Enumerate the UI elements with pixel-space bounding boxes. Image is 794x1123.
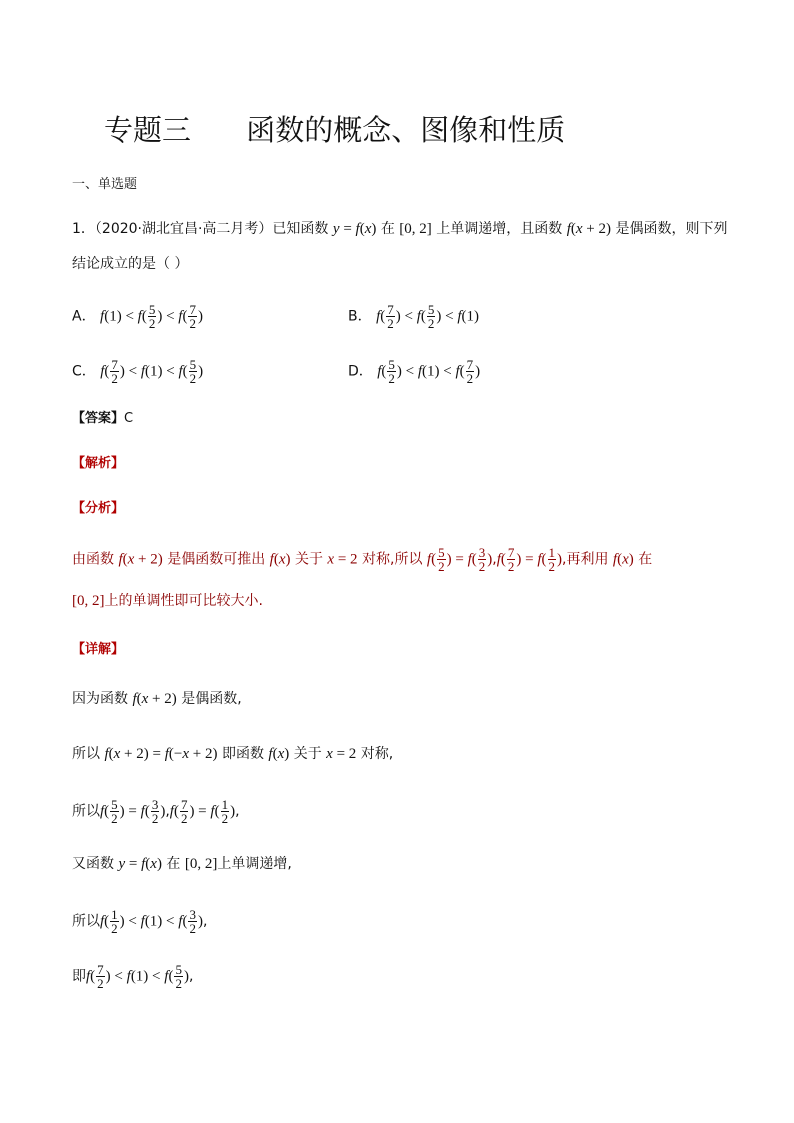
detail-line1: 因为函数 f(x + 2) 是偶函数,	[72, 691, 242, 707]
fenxi-tag: 【分析】	[72, 501, 125, 516]
question-stem-line2: 结论成立的是（ ）	[72, 256, 189, 272]
option-d[interactable]: D． f( $\frac{5}{2}$ ) < f(1) < f( $\frac{7}{2}$ )	[348, 357, 481, 386]
analysis-tag: 【解析】	[72, 456, 125, 471]
option-b[interactable]: B． f( $\frac{7}{2}$ ) < f( $\frac{5}{2}$ ) < f(1)	[348, 302, 480, 331]
page-title: 专题三 函数的概念、图像和性质	[104, 113, 566, 147]
fenxi-line2: [0, 2]上的单调性即可比较大小.	[72, 593, 263, 609]
detail-line3: 所以f( $\frac{5}{2}$ ) = f( $\frac{3}{2}$ ),f( $\frac{7}{2}$ ) = f( $\frac{1}{2}$ ),	[72, 797, 240, 826]
detail-line5: 所以f( $\frac{1}{2}$ ) < f(1) < f( $\frac{3}{2}$ ),	[72, 907, 208, 936]
detail-tag: 【详解】	[72, 642, 125, 657]
fenxi-line1: 由函数 f(x + 2) 是偶函数可推出 f(x) 关于 x = 2 对称,所以 f( $\frac{5}{2}$ ) = f( $\frac{3}{2}$ ),f( $\frac{7}{2}$ ) = f( $\frac{1}{2}$ ),再利用 f(x) 在	[72, 545, 653, 574]
option-a[interactable]: A． f(1) < f( $\frac{5}{2}$ ) < f( $\frac{7}{2}$ )	[72, 302, 203, 331]
detail-line6: 即f( $\frac{7}{2}$ ) < f(1) < f( $\frac{5}{2}$ ),	[72, 962, 194, 991]
math-interval: [0, 2]	[399, 221, 432, 237]
detail-line4: 又函数 y = f(x) 在 [0, 2]上单调递增,	[72, 856, 292, 872]
option-c[interactable]: C． f( $\frac{7}{2}$ ) < f(1) < f( $\frac{5}{2}$ )	[72, 357, 204, 386]
question-stem: 1．（2020·湖北宜昌·高二月考）已知函数 y = f(x) 在 [0, 2] 上单调递增，且函数 f(x + 2) 是偶函数，则下列	[72, 221, 728, 237]
answer-line: 【答案】C	[72, 411, 134, 426]
detail-line2: 所以 f(x + 2) = f(−x + 2) 即函数 f(x) 关于 x = 2 对称,	[72, 746, 394, 762]
section-heading: 一、单选题	[72, 177, 138, 192]
math-expr: y	[332, 221, 340, 237]
